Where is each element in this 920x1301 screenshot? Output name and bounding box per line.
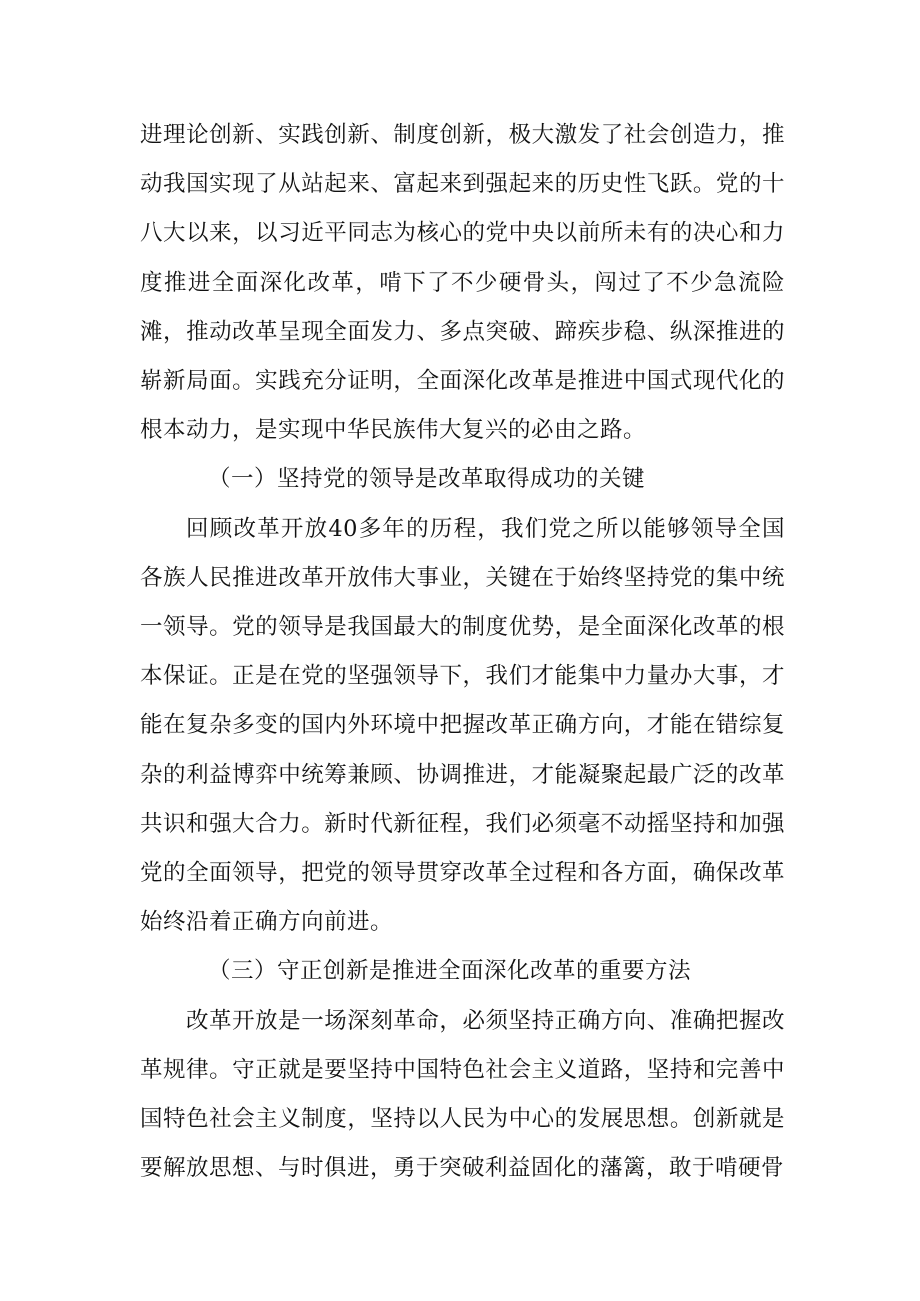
body-paragraph-party-leadership: 回顾改革开放40多年的历程，我们党之所以能够领导全国各族人民推进改革开放伟大事业，关键在于始终坚持党的集中统一领导。党的领导是我国最大的制度优势，是全面深化改革的根本保证。正是在党的坚强领导下，我们才能集中力量办大事，才能在复杂多变的国内外环境中把握改革正确方向，才能在错综复杂的利益博弈中统筹兼顾、协调推进，才能凝聚起最广泛的改革共识和强大合力。新时代新征程，我们必须毫不动摇坚持和加强党的全面领导，把党的领导贯穿改革全过程和各方面，确保改革始终沿着正确方向前进。 [140, 515, 785, 936]
body-paragraph-continued: 进理论创新、实践创新、制度创新，极大激发了社会创造力，推动我国实现了从站起来、富起来到强起来的历史性飞跃。党的十八大以来，以习近平同志为核心的党中央以前所未有的决心和力度推进全面深化改革，啃下了不少硬骨头，闯过了不少急流险滩，推动改革呈现全面发力、多点突破、蹄疾步稳、纵深推进的崭新局面。实践充分证明，全面深化改革是推进中国式现代化的根本动力，是实现中华民族伟大复兴的必由之路。 [140, 122, 785, 444]
section-heading-one: （一）坚持党的领导是改革取得成功的关键 [208, 466, 646, 493]
section-heading-three: （三）守正创新是推进全面深化改革的重要方法 [208, 958, 692, 985]
body-paragraph-upholding-innovation: 改革开放是一场深刻革命，必须坚持正确方向、准确把握改革规律。守正就是要坚持中国特色社会主义道路，坚持和完善中国特色社会主义制度，坚持以人民为中心的发展思想。创新就是要解放思想、与时俱进，勇于突破利益固化的藩篱，敢于啃硬骨 [140, 1007, 785, 1182]
document-page [140, 111, 785, 1193]
